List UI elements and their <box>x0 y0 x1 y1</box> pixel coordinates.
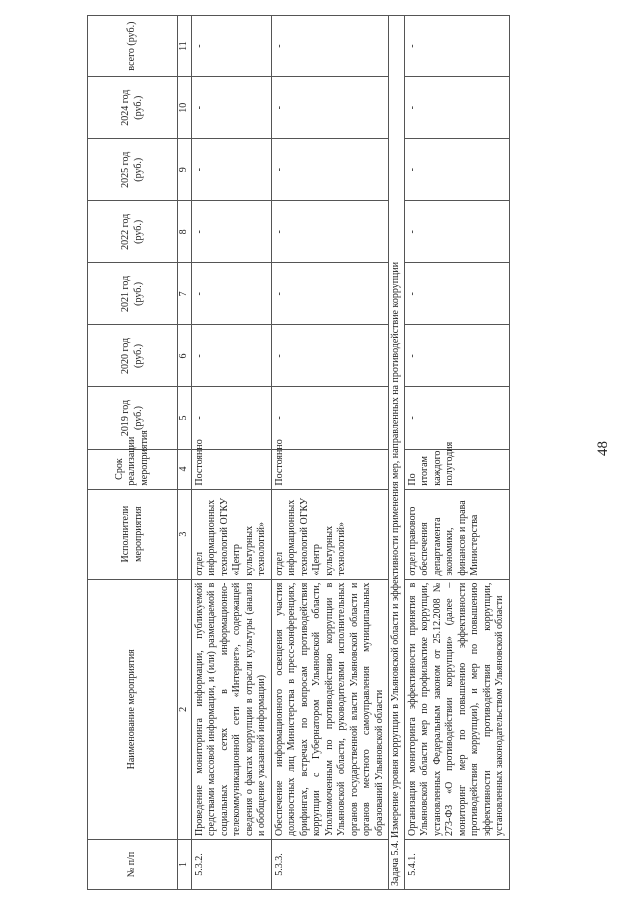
header-term: Срок реализации мероприятия <box>88 449 178 489</box>
header-2020: 2020 год (руб.) <box>88 325 178 387</box>
header-name: Наименование мероприятия <box>88 579 178 839</box>
header-row <box>88 16 178 890</box>
row-value: - <box>191 387 271 449</box>
row-num: 5.3.2. <box>191 839 271 889</box>
row-value: - <box>404 387 509 449</box>
task-heading: Задача 5.4. Измерение уровня коррупции в Ульяновской области и эффективности применения мер, направленных на противодействие коррупции <box>389 16 405 890</box>
col-number: 1 <box>178 839 192 889</box>
row-term: Постоянно <box>191 449 271 489</box>
row-executor: отдел информационных технологий ОГКУ «Центр культурных технологий» <box>271 489 389 579</box>
row-name: Обеспечение информационного освещения участия должностных лиц Министерства в пресс-конференциях, брифингах, встречах по вопросам противодействия коррупции с Губернатором Ульяновской области, Уполномоченным по противодействию коррупции в Ульяновской области, руководителями исполнительных органов государственной власти Ульяновской области и органов местного самоуправления муниципальных образований Ульяновской области <box>271 579 389 839</box>
header-2025: 2025 год (руб.) <box>88 139 178 201</box>
row-value: - <box>191 325 271 387</box>
row-value: - <box>271 387 389 449</box>
row-value: - <box>404 77 509 139</box>
col-number: 11 <box>178 16 192 77</box>
row-name: Проведение мониторинга информации, публикуемой средствами массовой информации, и (или) размещаемой в социальных сетях в информационно-телекоммуникационной сети «Интернет», содержащей сведения о фактах коррупции в отрасли культуры (анализ и обобщение указанной информации) <box>191 579 271 839</box>
col-number: 7 <box>178 263 192 325</box>
header-2019: 2019 год (руб.) <box>88 387 178 449</box>
col-number: 8 <box>178 201 192 263</box>
row-value: - <box>271 16 389 77</box>
row-value: - <box>404 263 509 325</box>
header-num: № п/п <box>88 839 178 889</box>
row-value: - <box>191 77 271 139</box>
col-number: 5 <box>178 387 192 449</box>
row-value: - <box>271 201 389 263</box>
row-value: - <box>191 16 271 77</box>
rotated-table-page <box>87 15 505 890</box>
header-2024: 2024 год (руб.) <box>88 77 178 139</box>
row-value: - <box>404 139 509 201</box>
row-value: - <box>404 201 509 263</box>
measures-table <box>87 15 510 890</box>
row-name: Организация мониторинга эффективности принятия в Ульяновской области мер по профилактике коррупции, установленных Федеральным законом от 25.12.2008 № 273-ФЗ «О противодействии коррупции» (далее – мониторинг мер по повышению эффективности противодействия коррупции), и мер по повышению эффективности противодействия коррупции, установленных законодательством Ульяновской области <box>404 579 509 839</box>
column-number-row <box>178 16 192 890</box>
col-number: 3 <box>178 489 192 579</box>
row-value: - <box>404 16 509 77</box>
row-value: - <box>271 263 389 325</box>
row-value: - <box>191 263 271 325</box>
header-total: всего (руб.) <box>88 16 178 77</box>
row-executor: отдел правового обеспечения департамента экономики, финансов и права Министерства <box>404 489 509 579</box>
header-2022: 2022 год (руб.) <box>88 201 178 263</box>
header-2021: 2021 год (руб.) <box>88 263 178 325</box>
row-executor: отдел информационных технологий ОГКУ «Центр культурных технологий» <box>191 489 271 579</box>
table-row <box>271 16 389 890</box>
col-number: 2 <box>178 579 192 839</box>
row-num: 5.4.1. <box>404 839 509 889</box>
row-value: - <box>191 139 271 201</box>
page-number: 48 <box>595 441 611 456</box>
col-number: 6 <box>178 325 192 387</box>
col-number: 9 <box>178 139 192 201</box>
row-term: Постоянно <box>271 449 389 489</box>
row-value: - <box>271 77 389 139</box>
header-executor: Исполнители мероприятия <box>88 489 178 579</box>
col-number: 10 <box>178 77 192 139</box>
col-number: 4 <box>178 449 192 489</box>
row-num: 5.3.3. <box>271 839 389 889</box>
row-term: По итогам каждого полугодия <box>404 449 509 489</box>
task-row <box>389 16 405 890</box>
row-value: - <box>271 325 389 387</box>
table-row <box>191 16 271 890</box>
row-value: - <box>404 325 509 387</box>
row-value: - <box>271 139 389 201</box>
row-value: - <box>191 201 271 263</box>
table-row <box>404 16 509 890</box>
